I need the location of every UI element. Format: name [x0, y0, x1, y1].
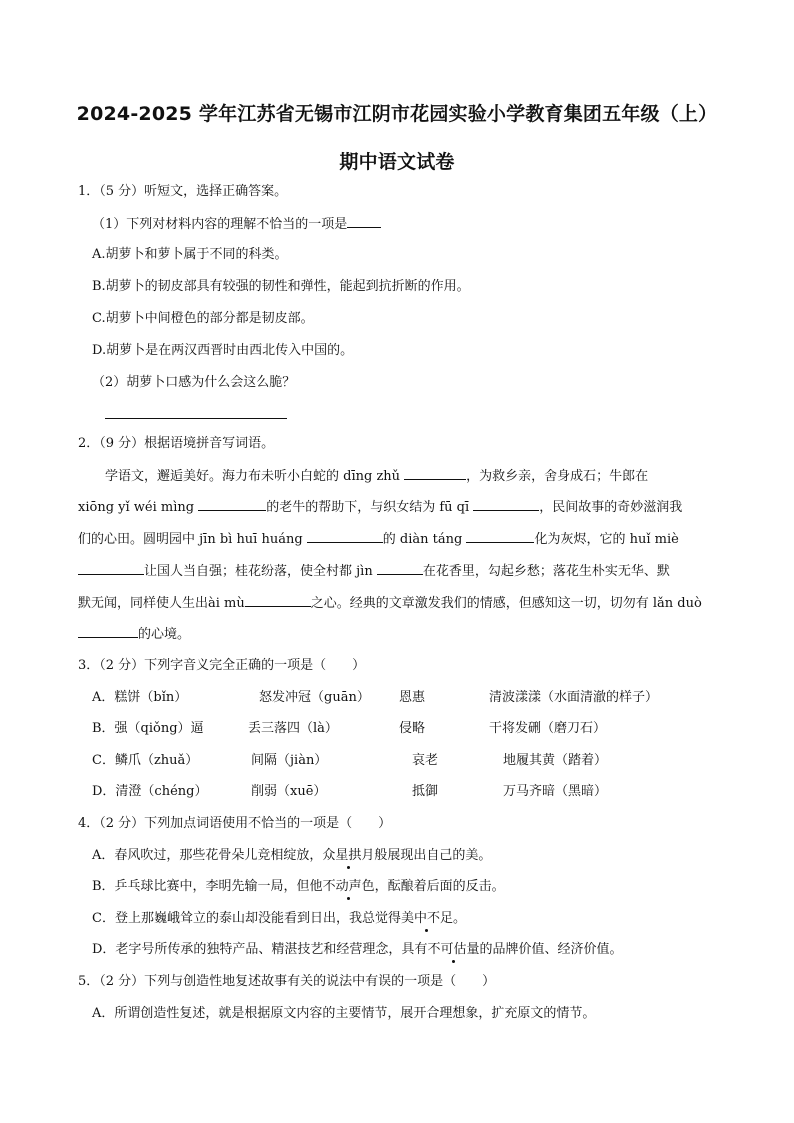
q4-option-a — [92, 847, 491, 865]
q4-stem: 4．（2 分）下列加点词语使用不恰当的一项是（ ） — [78, 816, 392, 831]
q3-c-col2: 间隔（jiàn） — [251, 753, 328, 768]
answer-blank[interactable] — [78, 625, 138, 638]
q2-text: 的心境。 — [138, 627, 191, 642]
q3-a-col4: 清波漾漾（水面清澈的样子） — [489, 690, 659, 705]
q2-text: 的 diàn táng — [382, 532, 467, 547]
q1-answer-line[interactable] — [105, 418, 287, 419]
q1-sub1 — [92, 215, 381, 234]
q3-d-col4: 万马齐暗（黑暗） — [503, 784, 608, 799]
q4-text: B．乒乓球比赛中，李明先输一局，但他 — [92, 879, 323, 894]
q2-line4 — [78, 562, 670, 581]
q2-text: 让国人当自强；桂花纷落，使全村都 jìn — [144, 564, 377, 579]
q4-option-c — [92, 910, 466, 928]
q1-option-c: C.胡萝卜中间橙色的部分都是韧皮部。 — [92, 311, 314, 326]
answer-blank[interactable] — [473, 498, 539, 511]
dotted-phrase: 不可估量 — [427, 942, 480, 957]
q2-text: 化为灰烬，它的 huǐ miè — [534, 532, 679, 547]
q3-a-col2: 怒发冲冠（guān） — [259, 690, 370, 705]
exam-title-line2: 期中语文试卷 — [339, 151, 455, 173]
q3-a-col3: 恩惠 — [399, 690, 426, 705]
q2-text: ，为救乡亲，舍身成石；牛郎在 — [466, 469, 649, 484]
q3-b-col3: 侵略 — [399, 721, 426, 736]
q2-text: 们的心田。圆明园中 jīn bì huī huáng — [78, 532, 307, 547]
q4-text: 般展现出自己的美。 — [374, 848, 492, 863]
q2-stem: 2．（9 分）根据语境拼音写词语。 — [78, 436, 275, 451]
q1-option-a: A.胡萝卜和萝卜属于不同的科类。 — [92, 247, 288, 262]
q3-c-col4: 地履其黄（踏着） — [503, 753, 608, 768]
answer-blank[interactable] — [307, 530, 383, 543]
q1-stem: 1．（5 分）听短文，选择正确答案。 — [78, 184, 288, 199]
q3-b-col2: 丢三落四（là） — [248, 721, 338, 736]
q2-text: xiōng yǐ wéi mìng — [78, 500, 199, 515]
q2-text: 之心。经典的文章激发我们的情感，但感知这一切，切勿有 lǎn duò — [310, 596, 702, 611]
q4-option-b — [92, 878, 505, 896]
q2-line5 — [78, 594, 702, 613]
q2-text: 的老牛的帮助下，与织女结为 fū qī — [266, 500, 474, 515]
answer-blank[interactable] — [198, 498, 266, 511]
answer-blank[interactable] — [466, 530, 534, 543]
q2-line2 — [78, 498, 682, 517]
q4-text: A．春风吹过，那些花骨朵儿竞相绽放， — [92, 848, 323, 863]
q3-b-col1: B．强（qiǒng）逼 — [92, 721, 204, 736]
q1-option-b: B.胡萝卜的韧皮部具有较强的韧性和弹性，能起到抗折断的作用。 — [92, 279, 470, 294]
q4-text: C．登上那巍峨耸立的泰山却没能看到日出，我总觉得 — [92, 911, 401, 926]
q3-d-col2: 削弱（xuē） — [251, 784, 327, 799]
q2-line3 — [78, 530, 679, 549]
q4-text: ，酝酿着后面的反击。 — [374, 879, 505, 894]
q2-text: 学语文，邂逅美好。海力布未听小白蛇的 dīng zhǔ — [105, 469, 405, 484]
q1-sub1-text: （1）下列对材料内容的理解不恰当的一项是 — [92, 217, 348, 232]
q4-text: 。 — [452, 911, 466, 926]
exam-title-line1: 2024-2025 学年江苏省无锡市江阴市花园实验小学教育集团五年级（上） — [76, 103, 718, 125]
q1-sub2: （2）胡萝卜口感为什么会这么脆？ — [92, 375, 296, 390]
q5-stem: 5．（2 分）下列与创造性地复述故事有关的说法中有误的一项是（ ） — [78, 974, 496, 989]
q2-text: 在花香里，勾起乡愁；落花生朴实无华、默 — [422, 564, 670, 579]
q2-text: 默无闻，同样使人生出ài mù — [78, 596, 245, 611]
q4-option-d — [92, 941, 622, 959]
q3-b-col4: 干将发硎（磨刀石） — [489, 721, 607, 736]
answer-blank[interactable] — [245, 594, 311, 607]
answer-blank[interactable] — [78, 562, 144, 575]
q3-d-col1: D．清澄（chéng） — [92, 784, 208, 799]
answer-blank[interactable] — [404, 467, 466, 480]
q1-option-d: D.胡萝卜是在两汉西晋时由西北传入中国的。 — [92, 343, 354, 358]
q4-text: D．老字号所传承的独特产品、精湛技艺和经营理念，具有 — [92, 942, 428, 957]
q3-stem: 3．（2 分）下列字音义完全正确的一项是（ ） — [78, 658, 366, 673]
answer-blank[interactable] — [347, 215, 381, 228]
dotted-phrase: 不动声色 — [322, 879, 375, 894]
q3-c-col1: C．鳞爪（zhuǎ） — [92, 753, 199, 768]
q5-option-a: A．所谓创造性复述，就是根据原文内容的主要情节，展开合理想象，扩充原文的情节。 — [92, 1006, 596, 1021]
dotted-phrase: 美中不足 — [400, 911, 453, 926]
dotted-phrase: 众星拱月 — [322, 848, 375, 863]
q2-line1 — [105, 467, 648, 486]
q3-c-col3: 哀老 — [412, 753, 439, 768]
q2-text: ，民间故事的奇妙滋润我 — [539, 500, 683, 515]
answer-blank[interactable] — [377, 562, 423, 575]
q3-a-col1: A．糕饼（bǐn） — [92, 690, 188, 705]
q3-d-col3: 抵御 — [412, 784, 439, 799]
q2-line6 — [78, 625, 190, 644]
q4-text: 的品牌价值、经济价值。 — [479, 942, 623, 957]
